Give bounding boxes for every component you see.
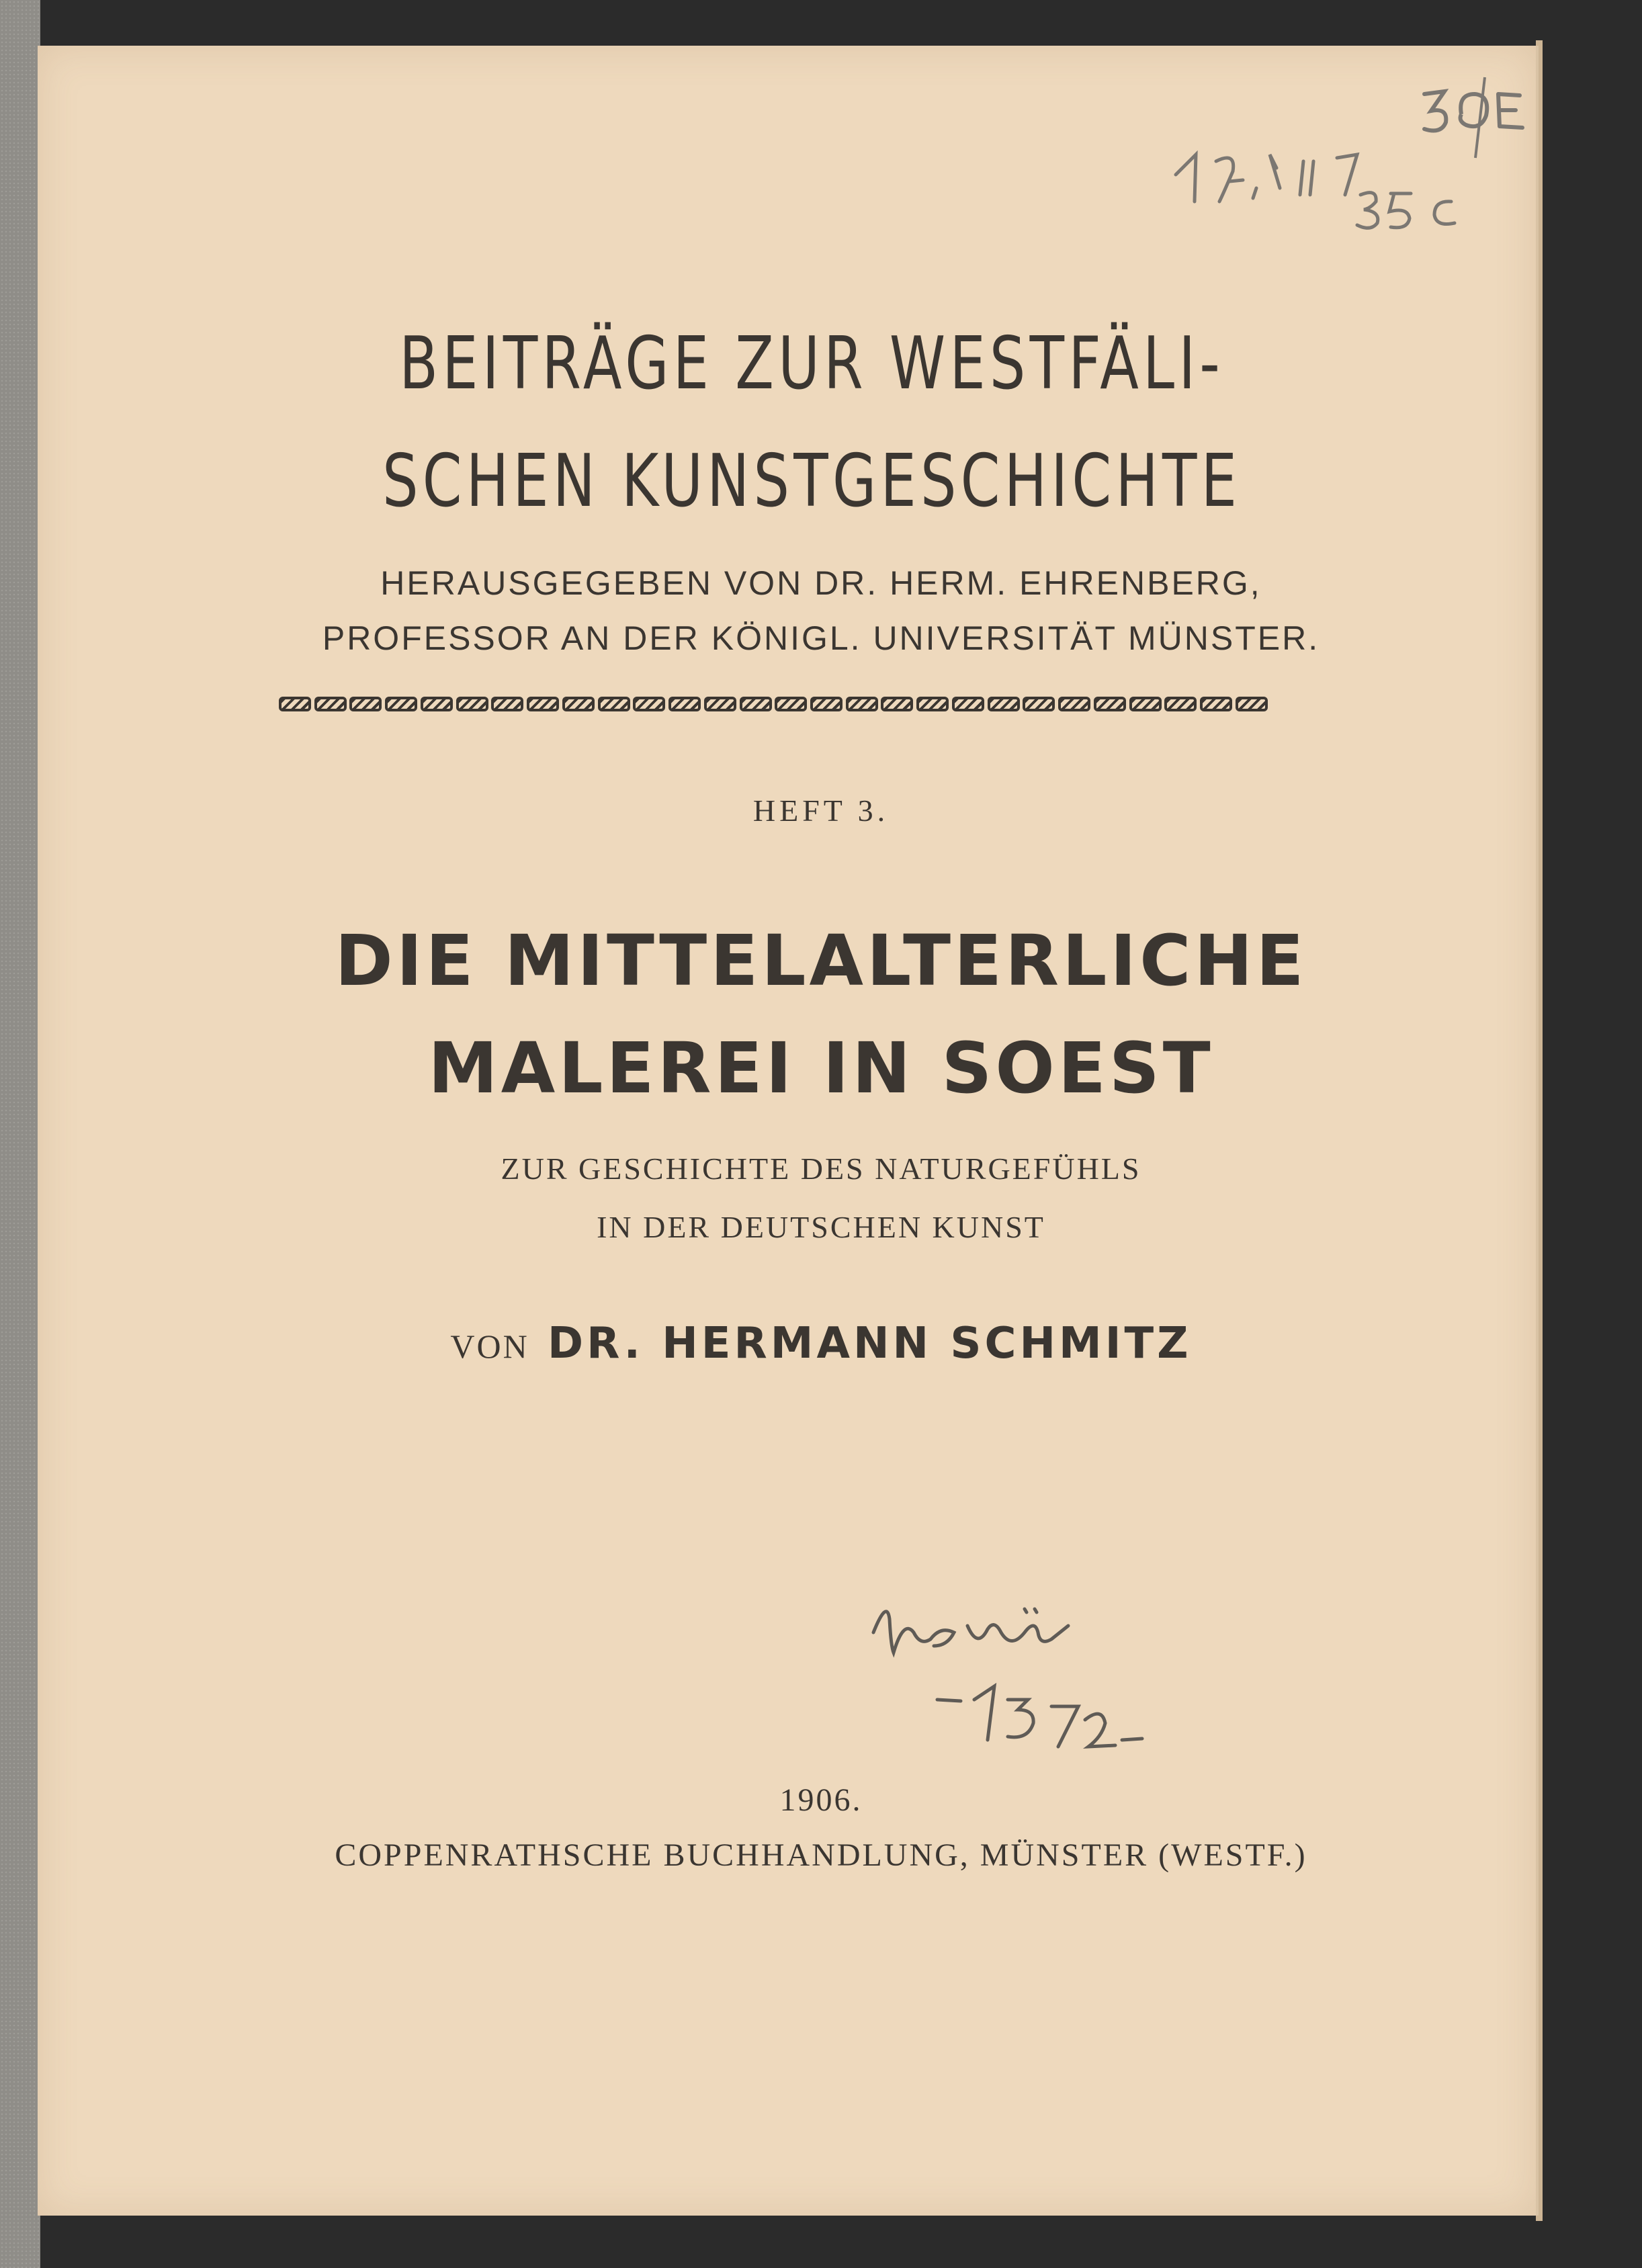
editor-line-1: HERAUSGEGEBEN VON DR. HERM. EHRENBERG,	[380, 564, 1262, 602]
author-von: VON	[450, 1327, 529, 1365]
author-name: DR. HERMANN SCHMITZ	[548, 1319, 1192, 1368]
imprint-year: 1906.	[779, 1782, 863, 1818]
series-title-line-1: BEITRÄGE ZUR WESTFÄLI-	[399, 322, 1225, 406]
imprint-publisher: COPPENRATHSCHE BUCHHANDLUNG, MÜNSTER (WESTF.)	[335, 1837, 1307, 1873]
handwritten-note	[867, 1592, 1115, 1673]
editor-line-2: PROFESSOR AN DER KÖNIGL. UNIVERSITÄT MÜNSTER.	[322, 619, 1320, 657]
handwritten-shelfmark	[1411, 74, 1532, 161]
handwritten-number	[934, 1673, 1149, 1774]
subtitle-line-2: IN DER DEUTSCHEN KUNST	[597, 1210, 1045, 1244]
author-line	[0, 1319, 1642, 1368]
heft-number: HEFT 3.	[752, 793, 890, 828]
ornament-rule	[279, 697, 1268, 714]
binding-board	[0, 0, 40, 2268]
main-title-line-1: DIE MITTELALTERLICHE	[335, 920, 1307, 1002]
handwritten-35c	[1350, 181, 1485, 235]
subtitle-line-1: ZUR GESCHICHTE DES NATURGEFÜHLS	[501, 1151, 1141, 1186]
series-title-line-2: SCHEN KUNSTGESCHICHTE	[382, 439, 1242, 523]
main-title-line-2: MALEREI IN SOEST	[428, 1027, 1214, 1109]
